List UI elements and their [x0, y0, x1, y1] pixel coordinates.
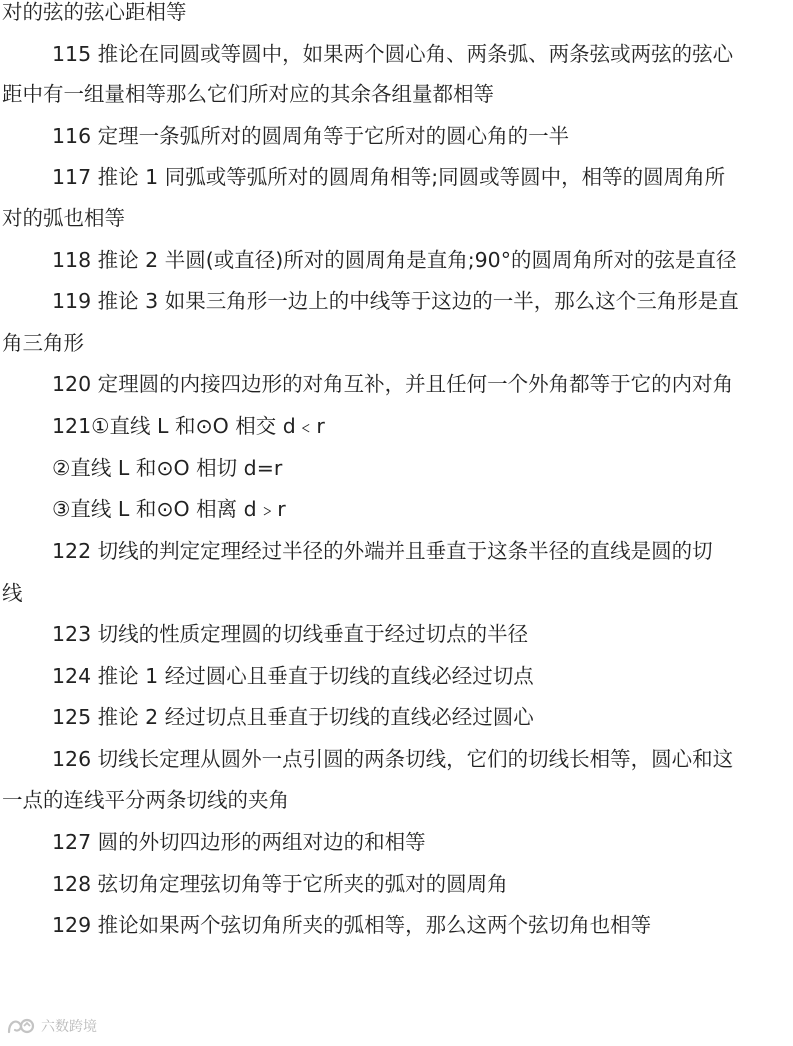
text-line-13: ③直线 L 和⊙O 相离 d﹥r [52, 497, 286, 521]
text-line-1: 对的弦的弦心距相等 [2, 0, 187, 24]
text-line-2: 115 推论在同圆或等圆中，如果两个圆心角、两条弧、两条弦或两弦的弦心 [52, 42, 734, 66]
text-line-20: 一点的连线平分两条切线的夹角 [2, 788, 289, 812]
watermark-text: 六数跨境 [41, 1019, 97, 1035]
text-line-18: 125 推论 2 经过切点且垂直于切线的直线必经过圆心 [52, 705, 534, 729]
text-line-11: 121①直线 L 和⊙O 相交 d﹤r [52, 414, 325, 438]
text-line-23: 129 推论如果两个弦切角所夹的弧相等，那么这两个弦切角也相等 [52, 913, 652, 937]
logo-icon [6, 1016, 36, 1036]
text-line-12: ②直线 L 和⊙O 相切 d=r [52, 456, 283, 480]
text-line-6: 对的弧也相等 [2, 206, 125, 230]
text-line-5: 117 推论 1 同弧或等弧所对的圆周角相等;同圆或等圆中，相等的圆周角所 [52, 165, 726, 189]
text-line-7: 118 推论 2 半圆(或直径)所对的圆周角是直角;90°的圆周角所对的弦是直径 [52, 248, 737, 272]
watermark [6, 1014, 97, 1038]
text-line-22: 128 弦切角定理弦切角等于它所夹的弧对的圆周角 [52, 872, 508, 896]
text-line-19: 126 切线长定理从圆外一点引圆的两条切线，它们的切线长相等，圆心和这 [52, 747, 734, 771]
text-line-4: 116 定理一条弧所对的圆周角等于它所对的圆心角的一半 [52, 124, 570, 148]
text-line-10: 120 定理圆的内接四边形的对角互补，并且任何一个外角都等于它的内对角 [52, 372, 734, 396]
text-line-14: 122 切线的判定定理经过半径的外端并且垂直于这条半径的直线是圆的切 [52, 539, 713, 563]
text-line-9: 角三角形 [2, 331, 84, 355]
text-line-16: 123 切线的性质定理圆的切线垂直于经过切点的半径 [52, 622, 529, 646]
text-line-15: 线 [2, 581, 23, 605]
text-line-3: 距中有一组量相等那么它们所对应的其余各组量都相等 [2, 82, 494, 106]
text-line-8: 119 推论 3 如果三角形一边上的中线等于这边的一半，那么这个三角形是直 [52, 289, 739, 313]
text-line-17: 124 推论 1 经过圆心且垂直于切线的直线必经过切点 [52, 664, 534, 688]
text-line-21: 127 圆的外切四边形的两组对边的和相等 [52, 830, 426, 854]
